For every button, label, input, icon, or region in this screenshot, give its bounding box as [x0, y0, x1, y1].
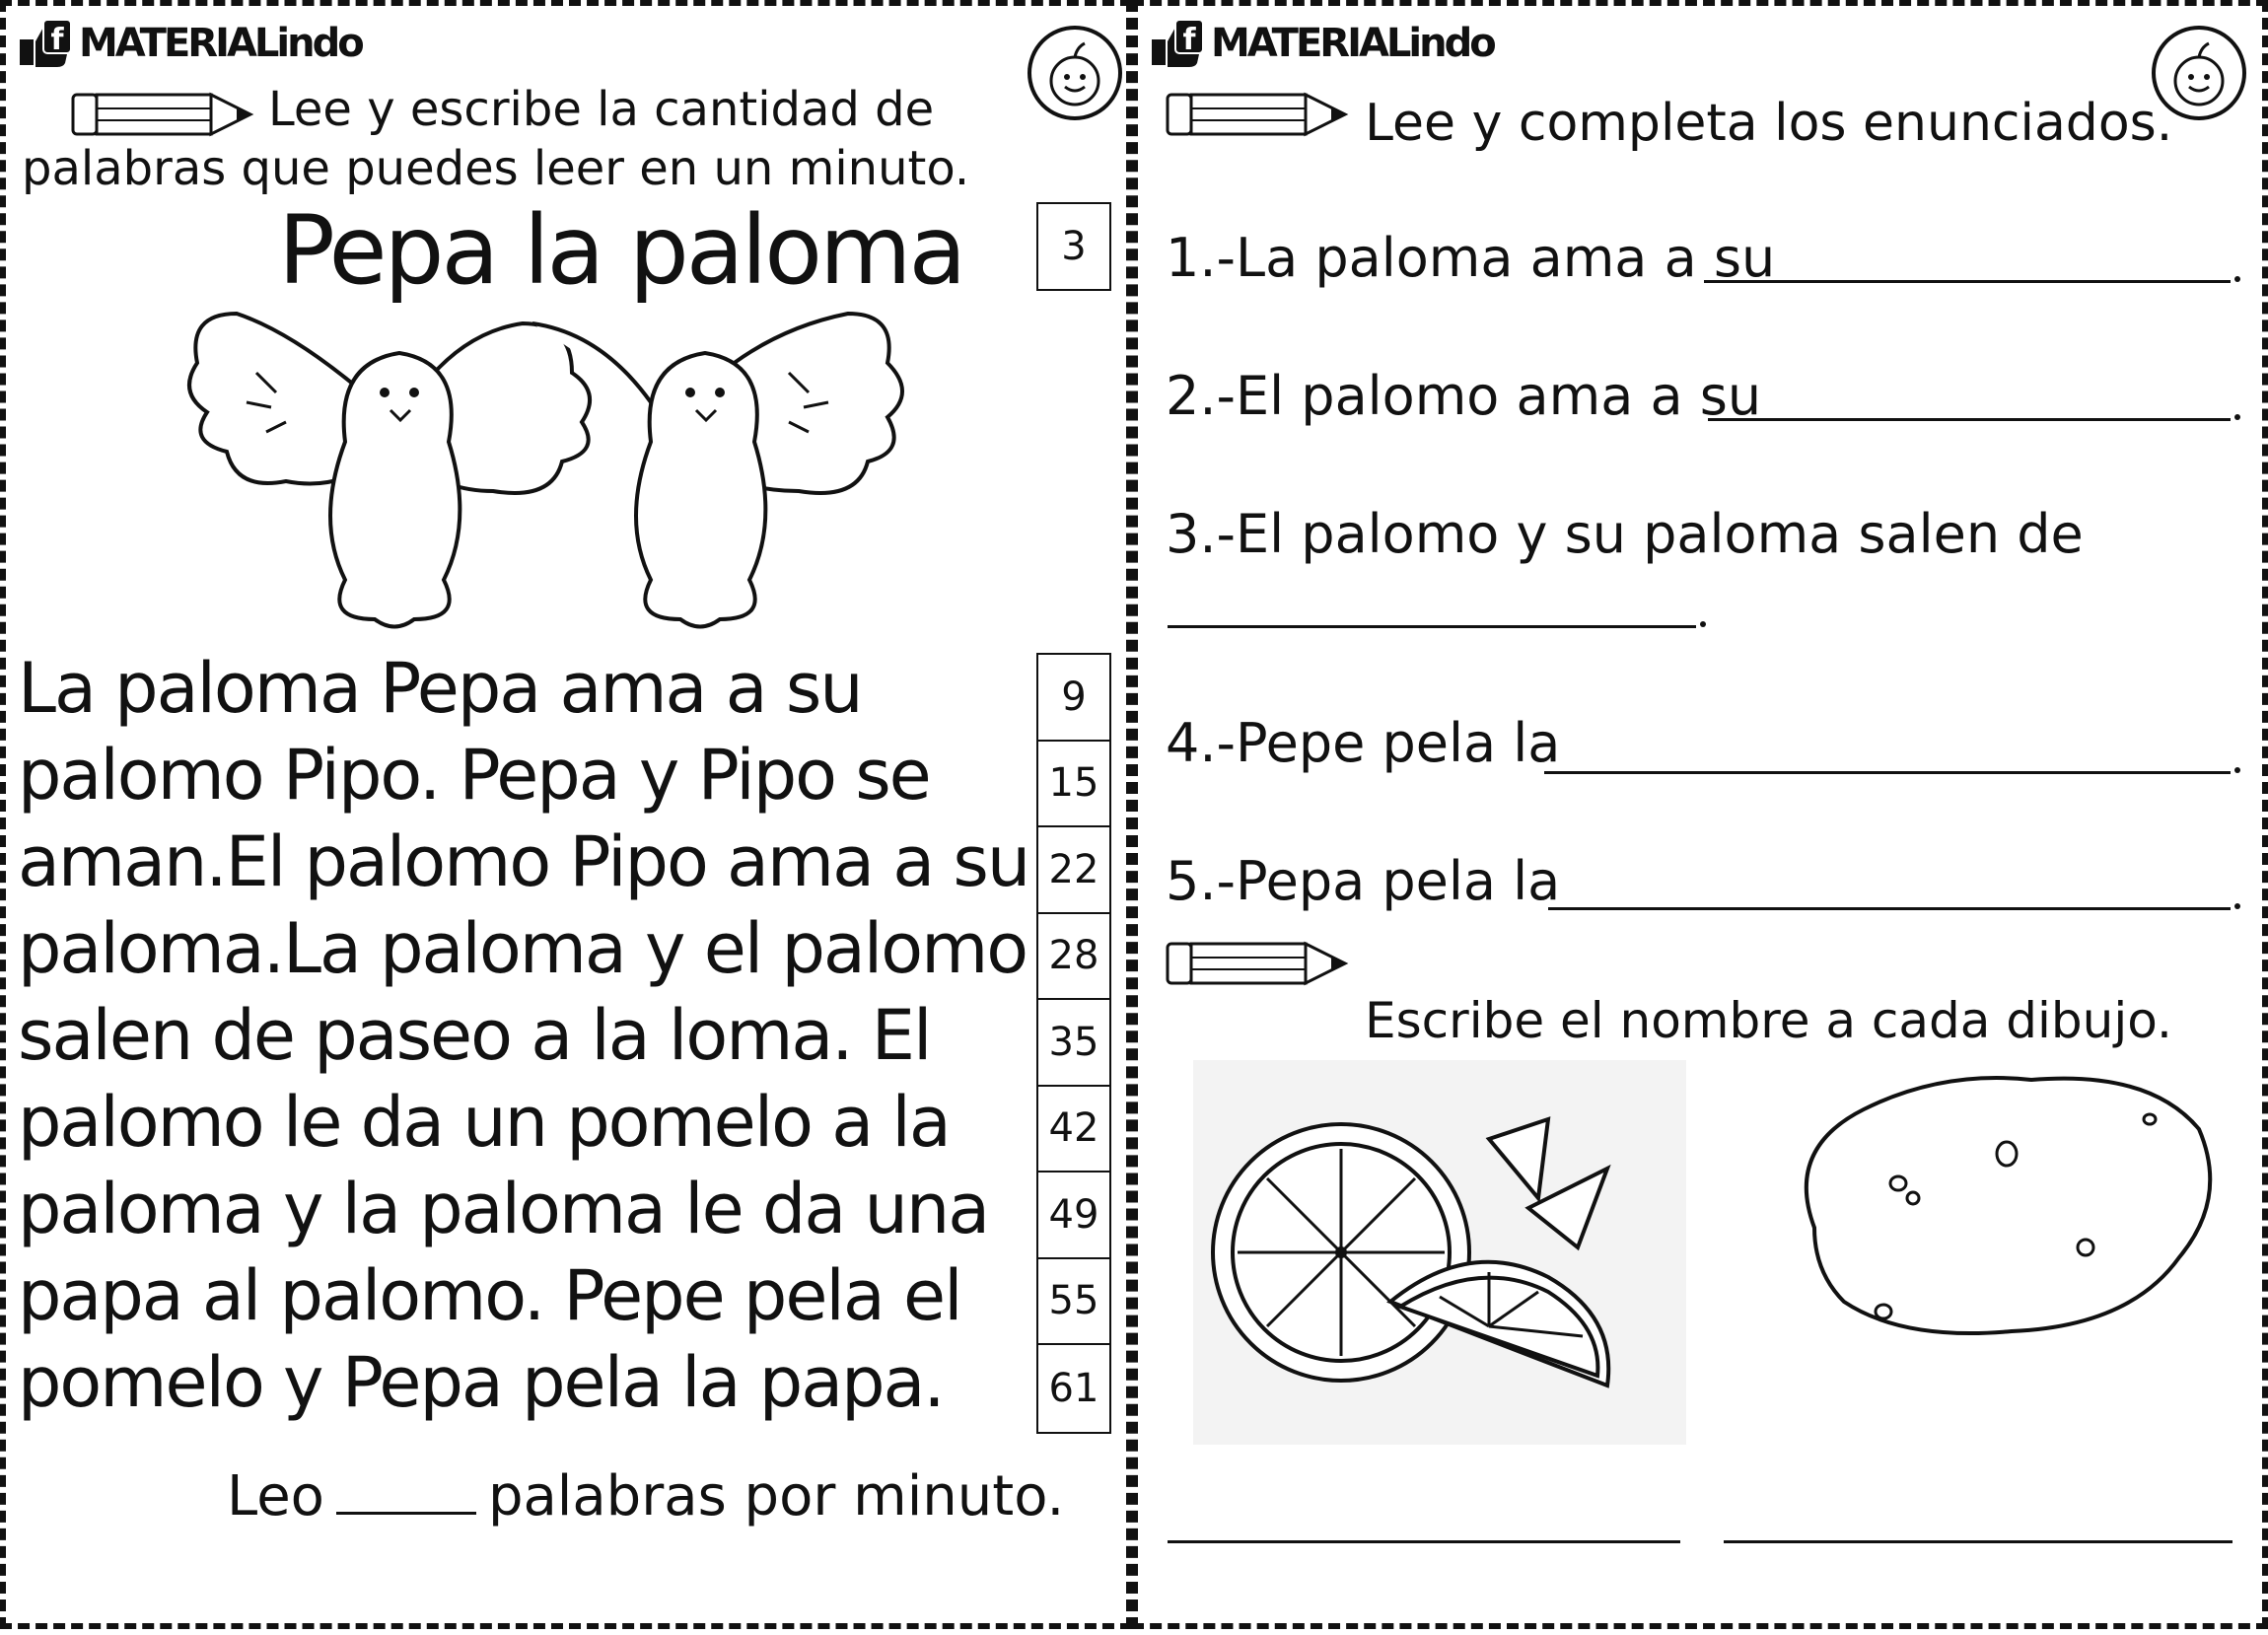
svg-text:f: f — [50, 23, 64, 57]
title-word-count: 3 — [1036, 202, 1111, 291]
question-1: 1.-La paloma ama a su — [1166, 227, 1776, 289]
answer-blank-2[interactable] — [1708, 418, 2231, 421]
doves-illustration — [177, 294, 957, 643]
story-text — [18, 645, 1033, 1426]
orange-slices-picture — [1193, 1060, 1686, 1449]
footer-text-before: Leo — [227, 1464, 324, 1528]
word-count-cell: 15 — [1038, 742, 1109, 828]
question-5: 5.-Pepa pela la — [1166, 850, 1561, 912]
answer-blank-3[interactable] — [1168, 625, 1696, 628]
pencil-icon — [1164, 89, 1351, 144]
story-title: Pepa la paloma — [278, 195, 964, 306]
word-count-cell: 61 — [1048, 1365, 1099, 1411]
brand-header-right — [1150, 14, 1494, 73]
answer-blank-5[interactable] — [1548, 907, 2231, 910]
question-4: 4.-Pepe pela la — [1166, 712, 1561, 774]
answer-blank-4[interactable] — [1544, 771, 2231, 774]
words-per-minute-blank[interactable] — [336, 1472, 476, 1515]
brand-seal-apple-logo — [1026, 24, 1124, 122]
pencil-icon — [1164, 935, 1351, 996]
story-line: palomo le da un pomelo a la — [18, 1082, 950, 1163]
question-2: 2.-El palomo ama a su — [1166, 365, 1762, 427]
brand-header-left — [18, 14, 362, 73]
answer-blank-1[interactable] — [1704, 280, 2231, 283]
period-mark — [1700, 621, 1706, 627]
instruction-line-1: Lee y escribe la cantidad de — [268, 82, 935, 137]
pencil-icon — [69, 89, 256, 144]
period-mark — [2234, 276, 2240, 282]
footer-text-after: palabras por minuto. — [487, 1464, 1065, 1528]
instruction-line-2: palabras que puedes leer en un minuto. — [22, 141, 970, 196]
word-count-cell: 49 — [1038, 1173, 1109, 1259]
brand-name: MATERIALindo — [79, 21, 362, 66]
cumulative-word-counts — [1036, 653, 1111, 1434]
right-instruction: Lee y completa los enunciados. — [1365, 94, 2173, 153]
answer-blank-picture-2[interactable] — [1724, 1540, 2233, 1543]
word-count-cell: 28 — [1038, 914, 1109, 1001]
word-count-cell: 22 — [1038, 827, 1109, 914]
reading-speed-sentence — [227, 1464, 1064, 1528]
period-mark — [2234, 903, 2240, 909]
facebook-like-icon — [1150, 18, 1205, 69]
story-line: palomo Pipo. Pepa y Pipo se — [18, 735, 930, 816]
story-line: paloma y la paloma le da una — [18, 1169, 989, 1249]
answer-blank-picture-1[interactable] — [1168, 1540, 1680, 1543]
word-count-cell: 9 — [1038, 655, 1109, 742]
svg-text:f: f — [1182, 23, 1196, 57]
period-mark — [2234, 767, 2240, 773]
potato-picture — [1775, 1060, 2229, 1350]
facebook-like-icon — [18, 18, 73, 69]
question-3: 3.-El palomo y su paloma salen de — [1166, 503, 2084, 565]
story-line: papa al palomo. Pepe pela el — [18, 1255, 961, 1336]
story-line: salen de paseo a la loma. El — [18, 995, 931, 1076]
word-count-cell: 55 — [1038, 1259, 1109, 1346]
story-line: pomelo y Pepa pela la papa. — [18, 1342, 944, 1423]
period-mark — [2234, 414, 2240, 420]
picture-naming-instruction: Escribe el nombre a cada dibujo. — [1365, 992, 2172, 1049]
story-line: aman.El palomo Pipo ama a su — [18, 821, 1029, 902]
brand-name: MATERIALindo — [1211, 21, 1494, 66]
story-line: La paloma Pepa ama a su — [18, 648, 862, 729]
word-count-cell: 35 — [1038, 1000, 1109, 1087]
word-count-cell: 42 — [1038, 1087, 1109, 1173]
story-line: paloma.La paloma y el palomo — [18, 908, 1028, 989]
